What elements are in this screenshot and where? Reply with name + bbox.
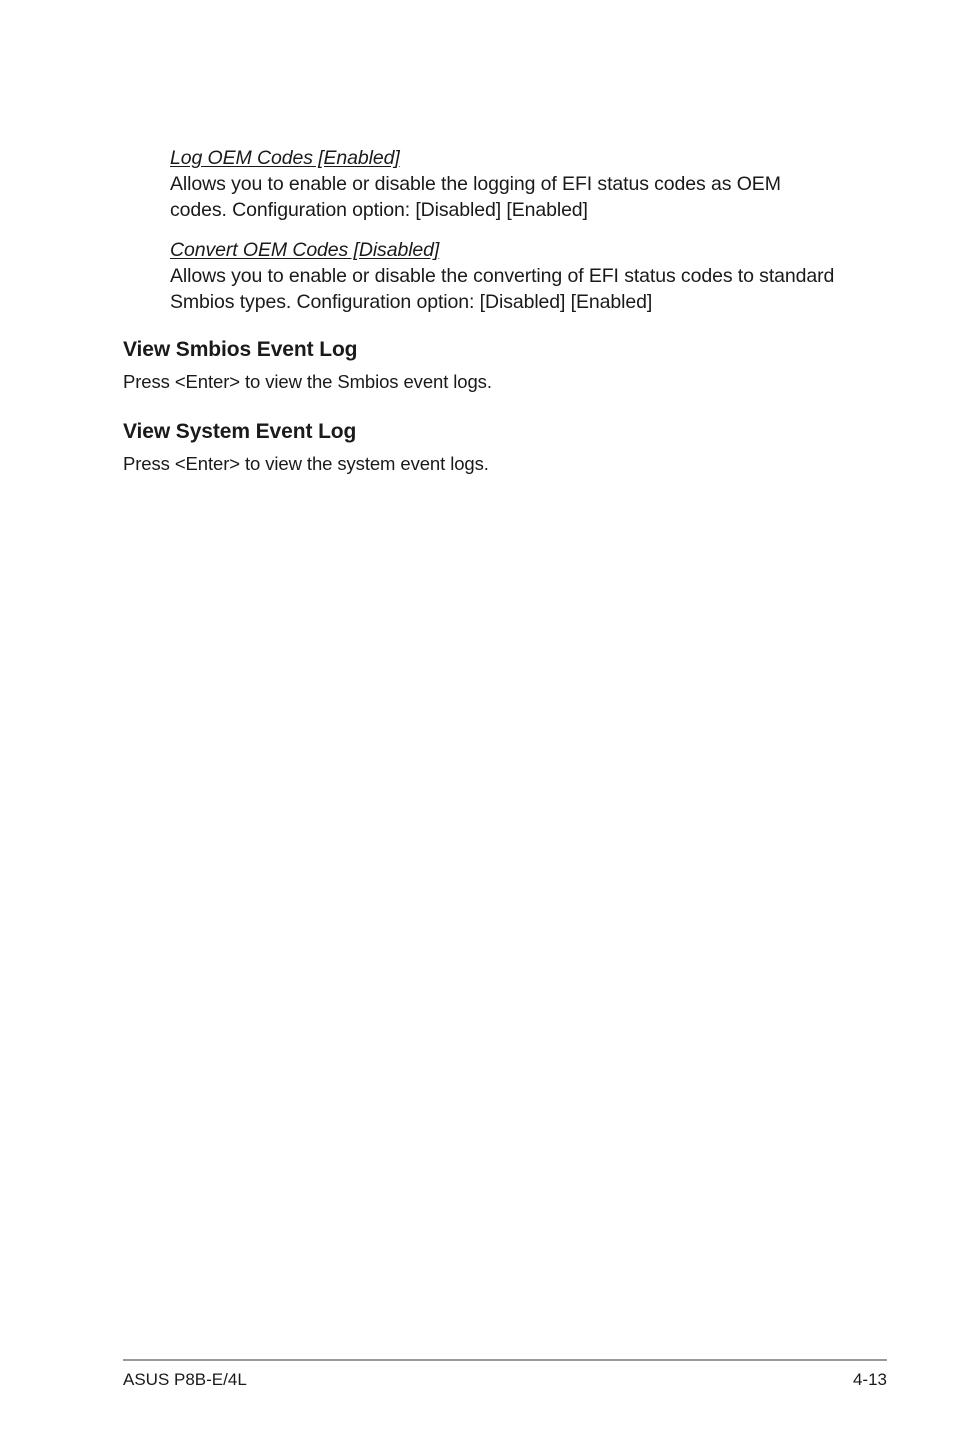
convert-oem-codes-line-2: Smbios types. Configuration option: [Disabled] [Enabled] <box>170 291 653 313</box>
view-system-event-log-heading: View System Event Log <box>123 420 357 443</box>
footer-divider <box>123 1359 887 1361</box>
log-oem-codes-line-2: codes. Configuration option: [Disabled] [Enabled] <box>170 199 588 221</box>
convert-oem-codes-title: Convert OEM Codes [Disabled] <box>170 239 440 261</box>
log-oem-codes-title: Log OEM Codes [Enabled] <box>170 147 400 169</box>
view-smbios-event-log-section <box>123 336 883 394</box>
convert-oem-codes-line-1: Allows you to enable or disable the converting of EFI status codes to standard <box>170 265 835 287</box>
log-oem-codes-line-1: Allows you to enable or disable the logging of EFI status codes as OEM <box>170 173 781 195</box>
footer-page-number: 4-13 <box>852 1370 887 1389</box>
convert-oem-codes-item <box>170 237 870 315</box>
view-smbios-event-log-heading: View Smbios Event Log <box>123 338 358 361</box>
view-system-event-log-description: Press <Enter> to view the system event logs. <box>123 453 489 474</box>
log-oem-codes-item <box>170 145 870 223</box>
view-smbios-event-log-description: Press <Enter> to view the Smbios event logs. <box>123 371 492 392</box>
view-system-event-log-section <box>123 418 883 476</box>
footer-product-name: ASUS P8B-E/4L <box>123 1370 247 1389</box>
